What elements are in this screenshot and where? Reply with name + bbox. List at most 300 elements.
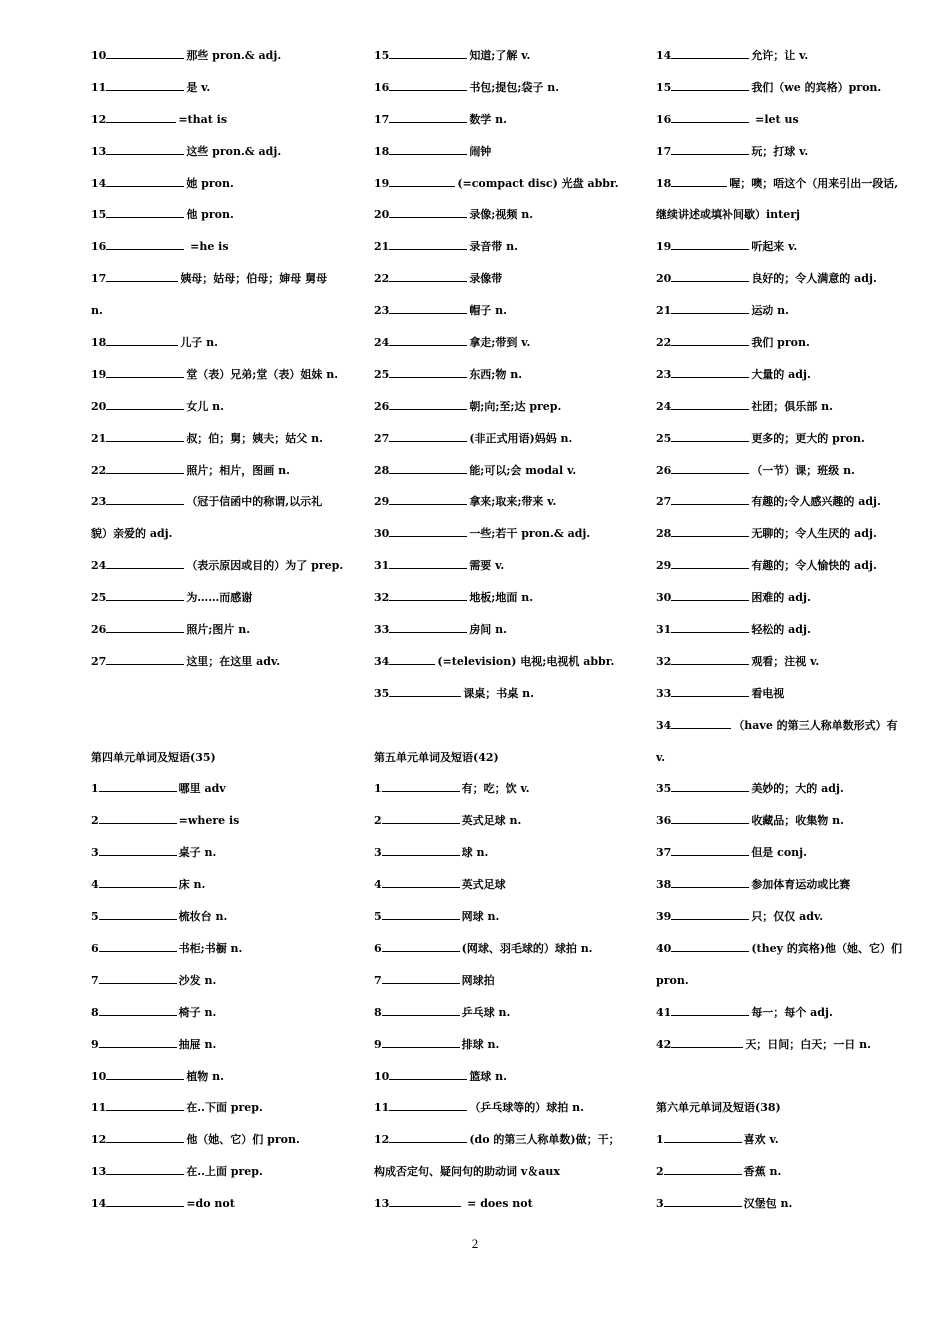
item-definition: 篮球 n. (469, 1069, 507, 1083)
answer-blank[interactable] (389, 523, 467, 537)
answer-blank[interactable] (106, 1161, 184, 1175)
item-definition: 网球拍 (461, 973, 495, 987)
vocab-item (374, 108, 636, 140)
vocab-item (91, 554, 353, 586)
answer-blank[interactable] (106, 109, 176, 123)
answer-blank[interactable] (106, 428, 184, 442)
item-number: 1 (91, 782, 99, 796)
vocab-item (656, 714, 918, 746)
answer-blank[interactable] (671, 364, 749, 378)
answer-blank[interactable] (671, 715, 731, 729)
vocab-item (374, 235, 636, 267)
section-heading: 第六单元单词及短语(38) (656, 1101, 781, 1115)
answer-blank[interactable] (671, 683, 749, 697)
vocab-item (656, 172, 918, 204)
answer-blank[interactable] (389, 236, 467, 250)
item-number: 19 (374, 176, 390, 190)
vocab-item (91, 618, 353, 650)
item-number: 22 (91, 463, 107, 477)
answer-blank[interactable] (671, 874, 749, 888)
answer-blank[interactable] (382, 842, 460, 856)
item-definition: 女儿 n. (186, 399, 224, 413)
answer-blank[interactable] (671, 555, 749, 569)
answer-blank[interactable] (389, 109, 467, 123)
vocab-item (374, 331, 636, 363)
answer-blank[interactable] (671, 938, 749, 952)
answer-blank[interactable] (99, 842, 177, 856)
item-definition: 东西;物 n. (469, 367, 523, 381)
vocab-item (91, 1128, 353, 1160)
item-number: 24 (374, 336, 390, 350)
item-number: 10 (374, 1069, 390, 1083)
item-number: 18 (91, 336, 107, 350)
answer-blank[interactable] (389, 1097, 467, 1111)
answer-blank[interactable] (106, 587, 184, 601)
answer-blank[interactable] (106, 1066, 184, 1080)
item-definition: 有趣的;令人感兴趣的 adj. (751, 495, 881, 509)
item-definition: 英式足球 (461, 878, 506, 892)
answer-blank[interactable] (671, 810, 749, 824)
answer-blank[interactable] (671, 491, 749, 505)
item-number: 18 (374, 144, 390, 158)
answer-blank[interactable] (389, 1066, 467, 1080)
vocab-item (374, 1096, 636, 1128)
answer-blank[interactable] (99, 906, 177, 920)
item-definition: 朝;向;至;达 prep. (469, 399, 562, 413)
answer-blank[interactable] (671, 109, 749, 123)
item-number: 38 (656, 878, 672, 892)
answer-blank[interactable] (106, 332, 178, 346)
answer-blank[interactable] (99, 810, 177, 824)
answer-blank[interactable] (106, 236, 184, 250)
vocab-item (656, 490, 918, 522)
vocab-item (374, 1001, 636, 1033)
answer-blank[interactable] (389, 1129, 467, 1143)
item-number: 22 (374, 272, 390, 286)
vocab-item (374, 490, 636, 522)
answer-blank[interactable] (106, 1097, 184, 1111)
item-number: 26 (91, 623, 107, 637)
vocab-item (656, 331, 918, 363)
item-number: 12 (91, 112, 107, 126)
item-number: 29 (656, 559, 672, 573)
vocab-item (656, 267, 918, 299)
item-definition: 堂（表）兄弟;堂（表）姐妹 n. (186, 367, 339, 381)
vocab-item (91, 140, 353, 172)
answer-blank[interactable] (671, 651, 749, 665)
vocab-item (656, 905, 918, 937)
answer-blank[interactable] (106, 45, 184, 59)
answer-blank[interactable] (389, 491, 467, 505)
item-number: 21 (374, 240, 390, 254)
answer-blank[interactable] (99, 938, 177, 952)
item-number: 34 (656, 718, 672, 732)
item-number: 37 (656, 846, 672, 860)
item-number: 4 (374, 878, 382, 892)
item-definition: 帽子 n. (469, 304, 507, 318)
answer-blank[interactable] (382, 1002, 460, 1016)
answer-blank[interactable] (389, 173, 455, 187)
vocab-item (374, 299, 636, 331)
answer-blank[interactable] (389, 651, 435, 665)
item-number: 20 (91, 399, 107, 413)
vocab-item (656, 618, 918, 650)
item-definition: 在..下面 prep. (186, 1101, 263, 1115)
vocab-item (656, 1128, 918, 1160)
answer-blank[interactable] (671, 45, 749, 59)
answer-blank[interactable] (389, 587, 467, 601)
item-definition: 观看；注视 v. (751, 654, 820, 668)
answer-blank[interactable] (664, 1161, 742, 1175)
item-number: 39 (656, 910, 672, 924)
item-number: 35 (656, 782, 672, 796)
item-definition: 美妙的；大的 adj. (751, 782, 844, 796)
answer-blank[interactable] (389, 364, 467, 378)
answer-blank[interactable] (389, 300, 467, 314)
answer-blank[interactable] (389, 428, 467, 442)
answer-blank[interactable] (671, 523, 749, 537)
item-definition: 数学 n. (469, 112, 507, 126)
item-number: 15 (91, 208, 107, 222)
item-number: 21 (656, 304, 672, 318)
answer-blank[interactable] (99, 874, 177, 888)
item-definition: 地板;地面 n. (469, 591, 534, 605)
item-definition: (非正式用语)妈妈 n. (469, 431, 573, 445)
answer-blank[interactable] (671, 173, 727, 187)
answer-blank[interactable] (671, 460, 749, 474)
answer-blank[interactable] (106, 364, 184, 378)
answer-blank[interactable] (106, 651, 184, 665)
answer-blank[interactable] (671, 778, 749, 792)
item-number: 7 (374, 973, 382, 987)
answer-blank[interactable] (671, 906, 749, 920)
vocab-item (374, 76, 636, 108)
item-definition: = does not (463, 1197, 533, 1211)
continuation-line: pron. (656, 973, 689, 987)
vocab-item (91, 777, 353, 809)
item-number: 3 (374, 846, 382, 860)
item-definition: 乒乓球 n. (461, 1005, 511, 1019)
vocab-item (656, 777, 918, 809)
vocab-item (656, 682, 918, 714)
item-definition: 网球 n. (461, 910, 500, 924)
item-definition: 叔；伯；舅；姨夫；姑父 n. (186, 431, 323, 445)
answer-blank[interactable] (389, 1193, 461, 1207)
answer-blank[interactable] (389, 619, 467, 633)
vocab-item (374, 905, 636, 937)
item-definition: 梳妆台 n. (178, 910, 228, 924)
answer-blank[interactable] (671, 619, 749, 633)
item-definition: 桌子 n. (178, 846, 217, 860)
item-number: 1 (656, 1133, 664, 1147)
item-number: 16 (91, 240, 107, 254)
vocab-item (91, 267, 353, 299)
answer-blank[interactable] (664, 1129, 742, 1143)
item-number: 30 (656, 591, 672, 605)
item-definition: 书包;提包;袋子 n. (469, 80, 560, 94)
item-definition: 一些;若干 pron.& adj. (469, 527, 591, 541)
item-definition: （乒乓球等的）球拍 n. (469, 1101, 584, 1115)
item-number: 27 (656, 495, 672, 509)
answer-blank[interactable] (389, 555, 467, 569)
item-number: 23 (656, 367, 672, 381)
item-number: 11 (91, 80, 107, 94)
continuation-line: 构成否定句、疑问句的助动词 v＆aux (374, 1165, 560, 1179)
vocab-item (656, 44, 918, 76)
answer-blank[interactable] (389, 45, 467, 59)
item-definition: 大量的 adj. (751, 367, 811, 381)
item-definition: =where is (178, 814, 240, 828)
item-number: 22 (656, 336, 672, 350)
item-definition: =he is (186, 240, 229, 254)
vocab-item (374, 459, 636, 491)
answer-blank[interactable] (389, 204, 467, 218)
item-definition: 植物 n. (186, 1069, 224, 1083)
item-number: 30 (374, 527, 390, 541)
answer-blank[interactable] (106, 1129, 184, 1143)
answer-blank[interactable] (106, 460, 184, 474)
vocab-item (91, 1001, 353, 1033)
item-number: 20 (374, 208, 390, 222)
item-number: 12 (374, 1133, 390, 1147)
answer-blank[interactable] (382, 970, 460, 984)
item-number: 26 (656, 463, 672, 477)
answer-blank[interactable] (671, 1002, 749, 1016)
item-number: 27 (374, 431, 390, 445)
vocab-item (91, 905, 353, 937)
answer-blank[interactable] (389, 683, 461, 697)
answer-blank[interactable] (671, 428, 749, 442)
item-number: 13 (374, 1197, 390, 1211)
vocab-item (91, 1192, 353, 1224)
answer-blank[interactable] (389, 77, 467, 91)
vocab-item (374, 650, 636, 682)
item-definition: 拿走;带到 v. (469, 336, 531, 350)
item-definition: 沙发 n. (178, 973, 217, 987)
vocab-item (374, 969, 636, 1001)
item-number: 19 (656, 240, 672, 254)
item-definition: 只；仅仅 adv. (751, 910, 824, 924)
vocab-item (374, 427, 636, 459)
answer-blank[interactable] (106, 77, 184, 91)
answer-blank[interactable] (671, 77, 749, 91)
answer-blank[interactable] (106, 141, 184, 155)
item-number: 8 (374, 1005, 382, 1019)
item-number: 6 (374, 941, 382, 955)
item-number: 16 (656, 112, 672, 126)
item-number: 14 (91, 176, 107, 190)
item-definition: 课桌；书桌 n. (463, 686, 534, 700)
answer-blank[interactable] (382, 938, 460, 952)
item-definition: 他（她、它）们 pron. (186, 1133, 300, 1147)
vocab-item (656, 1001, 918, 1033)
item-number: 31 (656, 623, 672, 637)
vocab-item (91, 1160, 353, 1192)
item-number: 3 (91, 846, 99, 860)
item-number: 24 (656, 399, 672, 413)
item-number: 6 (91, 941, 99, 955)
item-number: 42 (656, 1037, 672, 1051)
answer-blank[interactable] (671, 300, 749, 314)
item-definition: 排球 n. (461, 1037, 500, 1051)
item-definition: 听起来 v. (751, 240, 798, 254)
item-definition: 需要 v. (469, 559, 505, 573)
item-definition: （一节）课；班级 n. (751, 463, 855, 477)
vocab-item (374, 682, 636, 714)
item-number: 20 (656, 272, 672, 286)
item-number: 8 (91, 1005, 99, 1019)
item-number: 18 (656, 176, 672, 190)
vocab-item (374, 841, 636, 873)
item-definition: 有趣的；令人愉快的 adj. (751, 559, 877, 573)
item-number: 11 (91, 1101, 107, 1115)
item-number: 24 (91, 559, 107, 573)
answer-blank[interactable] (382, 874, 460, 888)
vocab-item (656, 1033, 918, 1065)
item-definition: 儿子 n. (180, 336, 218, 350)
answer-blank[interactable] (99, 1034, 177, 1048)
item-number: 17 (656, 144, 672, 158)
item-definition: =do not (186, 1197, 235, 1211)
answer-blank[interactable] (106, 396, 184, 410)
answer-blank[interactable] (389, 332, 467, 346)
item-number: 10 (91, 1069, 107, 1083)
item-definition: 照片；相片，图画 n. (186, 463, 290, 477)
item-number: 2 (656, 1165, 664, 1179)
answer-blank[interactable] (671, 842, 749, 856)
item-definition: 有；吃；饮 v. (461, 782, 530, 796)
vocab-item (91, 490, 353, 522)
continuation-line: v. (656, 750, 666, 764)
item-number: 25 (656, 431, 672, 445)
item-definition: 玩；打球 v. (751, 144, 809, 158)
item-definition: 参加体育运动或比赛 (751, 878, 851, 892)
vocab-item (374, 1192, 636, 1224)
vocab-item (91, 841, 353, 873)
continuation-line: n. (91, 304, 103, 318)
answer-blank[interactable] (664, 1193, 742, 1207)
item-definition: 喔；噢；唔这个（用来引出一段话, (729, 176, 899, 190)
item-number: 13 (91, 1165, 107, 1179)
answer-blank[interactable] (99, 970, 177, 984)
item-definition: 困难的 adj. (751, 591, 811, 605)
answer-blank[interactable] (106, 173, 184, 187)
vocab-item (656, 1192, 918, 1224)
item-definition: 看电视 (751, 686, 785, 700)
answer-blank[interactable] (106, 555, 184, 569)
answer-blank[interactable] (671, 332, 749, 346)
answer-blank[interactable] (106, 1193, 184, 1207)
item-definition: (they 的宾格)他（她、它）们 (751, 941, 903, 955)
answer-blank[interactable] (99, 1002, 177, 1016)
item-number: 17 (91, 272, 107, 286)
item-number: 36 (656, 814, 672, 828)
vocab-item (374, 809, 636, 841)
item-number: 15 (374, 49, 390, 62)
item-number: 16 (374, 80, 390, 94)
item-number: 32 (656, 654, 672, 668)
vocab-item (91, 937, 353, 969)
item-number: 26 (374, 399, 390, 413)
item-definition: 但是 conj. (751, 846, 807, 860)
answer-blank[interactable] (106, 619, 184, 633)
item-definition: 在..上面 prep. (186, 1165, 263, 1179)
answer-blank[interactable] (382, 810, 460, 824)
answer-blank[interactable] (671, 236, 749, 250)
item-definition: 知道;了解 v. (469, 49, 531, 62)
answer-blank[interactable] (106, 491, 184, 505)
answer-blank[interactable] (99, 778, 177, 792)
item-number: 33 (374, 623, 390, 637)
vocab-item (656, 586, 918, 618)
answer-blank[interactable] (106, 204, 184, 218)
item-number: 7 (91, 973, 99, 987)
answer-blank[interactable] (389, 396, 467, 410)
vocab-item (374, 172, 636, 204)
continuation-line (91, 714, 353, 746)
item-definition: 收藏品；收集物 n. (751, 814, 844, 828)
item-definition: 哪里 adv (178, 782, 226, 796)
answer-blank[interactable] (671, 587, 749, 601)
answer-blank[interactable] (671, 396, 749, 410)
answer-blank[interactable] (382, 1034, 460, 1048)
vocab-item (656, 299, 918, 331)
item-definition: 运动 n. (751, 304, 789, 318)
vocab-item (91, 76, 353, 108)
item-definition: 为……而感谢 (186, 591, 253, 605)
item-definition: 他 pron. (186, 208, 234, 222)
vocab-item (374, 554, 636, 586)
answer-blank[interactable] (106, 268, 178, 282)
vocab-item (91, 1033, 353, 1065)
vocab-item (656, 459, 918, 491)
answer-blank[interactable] (389, 268, 467, 282)
vocab-item (656, 395, 918, 427)
item-definition: 允许；让 v. (751, 49, 809, 62)
item-definition: 那些 pron.& adj. (186, 49, 282, 62)
vocab-item (91, 650, 353, 682)
item-definition: 汉堡包 n. (743, 1197, 793, 1211)
answer-blank[interactable] (389, 460, 467, 474)
item-number: 27 (91, 654, 107, 668)
item-definition: =let us (751, 112, 799, 126)
item-definition: 能;可以;会 modal v. (469, 463, 577, 477)
item-definition: 床 n. (178, 878, 206, 892)
vocab-item (91, 873, 353, 905)
item-number: 28 (656, 527, 672, 541)
vocab-item (656, 873, 918, 905)
vocab-item (91, 44, 353, 76)
vocab-item (656, 427, 918, 459)
vocab-item (91, 235, 353, 267)
item-definition: 我们 pron. (751, 336, 810, 350)
column-1 (91, 44, 353, 1224)
vocab-item (374, 267, 636, 299)
vocab-item (91, 1065, 353, 1097)
answer-blank[interactable] (382, 778, 460, 792)
item-definition: 椅子 n. (178, 1005, 217, 1019)
answer-blank[interactable] (671, 1034, 743, 1048)
answer-blank[interactable] (389, 141, 467, 155)
item-number: 15 (656, 80, 672, 94)
item-definition: （冠于信函中的称谓,以示礼 (186, 495, 323, 509)
vocab-item (374, 586, 636, 618)
answer-blank[interactable] (671, 141, 749, 155)
item-definition: 照片;图片 n. (186, 623, 251, 637)
answer-blank[interactable] (671, 268, 749, 282)
answer-blank[interactable] (382, 906, 460, 920)
vocab-item (91, 969, 353, 1001)
